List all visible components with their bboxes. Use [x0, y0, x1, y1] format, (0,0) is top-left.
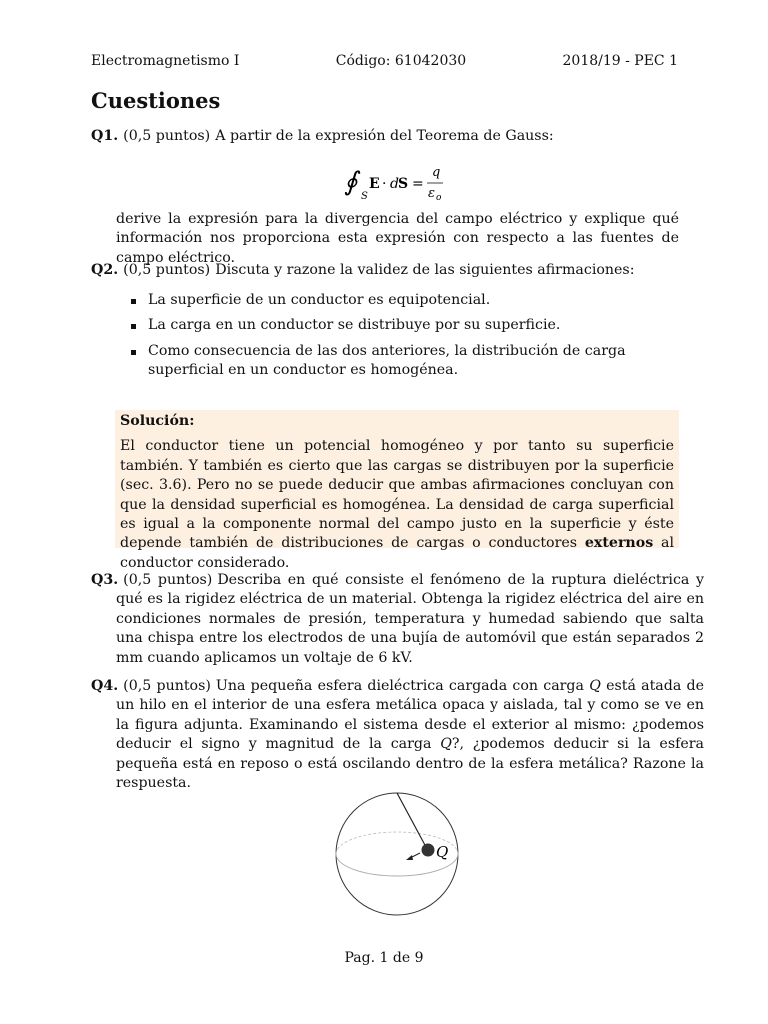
question-text-end: ?, ¿podemos deducir si la esfera pequeña está en reposo o está oscilando dentro de la esfera metálica? Razone la respuesta.: [116, 736, 704, 792]
solution-bold-word: externos: [584, 535, 654, 552]
list-item: [130, 342, 679, 381]
course-name: Electromagnetismo I: [91, 53, 240, 69]
bullet-icon: [131, 350, 136, 355]
question-1-body: [91, 210, 679, 268]
list-item-text: La carga en un conductor se distribuye por su superficie.: [148, 317, 561, 334]
question-text: Una pequeña esfera dieléctrica cargada con carga: [215, 678, 584, 694]
question-points: (0,5 puntos): [123, 128, 211, 144]
list-item-text: Como consecuencia de las dos anteriores, la distribución de carga superficial en un conductor es homogénea.: [148, 342, 626, 379]
question-text: derive la expresión para la divergencia del campo eléctrico y explique qué información nos proporciona esta expresión con respecto a las fuentes de campo eléctrico.: [116, 211, 679, 266]
question-text: Discuta y razone la validez de las siguientes afirmaciones:: [215, 262, 635, 278]
surface-s: S: [398, 176, 409, 192]
bullet-icon: [131, 324, 136, 329]
question-points: (0,5 puntos): [123, 262, 211, 278]
question-3: [91, 571, 704, 668]
gauss-equation: [340, 160, 450, 206]
question-number: Q4.: [91, 678, 119, 694]
section-title: Cuestiones: [91, 88, 221, 113]
sphere-figure: [330, 790, 465, 920]
question-number: Q1.: [91, 128, 119, 144]
charge-symbol: Q: [589, 678, 601, 694]
question-1-intro: [91, 127, 679, 146]
question-number: Q2.: [91, 262, 119, 278]
solution-text: El conductor tiene un potencial homogéneo y por tanto su superficie también. Y también es cierto que las cargas se distribuyen por la superficie (sec. 3.6). Pero no se puede deducir que ambas afirmaciones concluyan con que la densidad superficial es homogénea. La densidad de carga superficial es igual a la componente normal del campo justo en la superficie y éste depende también de distribuciones de cargas o conductores: [120, 438, 674, 552]
fraction-denominator-sub: o: [436, 193, 442, 203]
charged-ball: [422, 844, 435, 857]
bullet-icon: [131, 299, 136, 304]
fraction-denominator: ε: [428, 186, 435, 201]
list-item-text: La superficie de un conductor es equipotencial.: [148, 292, 491, 308]
integral-subscript: S: [361, 191, 368, 202]
question-text-cont: está atada de un hilo en el interior de una esfera metálica opaca y aislada, tal y como se ve en la figura adjunta. Examinando el sistema desde el exterior al mismo: ¿podemos deducir el signo y magnitud de la carga: [116, 678, 705, 753]
question-points: (0,5 puntos): [123, 572, 213, 588]
list-item: [130, 316, 679, 335]
dot-operator: ·: [382, 176, 387, 192]
page-number: Pag. 1 de 9: [344, 950, 424, 966]
question-points: (0,5 puntos): [123, 678, 211, 694]
closed-integral-symbol: ∮: [344, 167, 358, 197]
field-e: E: [369, 176, 380, 192]
arrow-head-icon: [406, 855, 413, 860]
term-label: 2018/19 - PEC 1: [562, 53, 678, 69]
equals-sign: =: [412, 176, 424, 192]
fraction-numerator: q: [432, 165, 441, 180]
list-item: [130, 291, 679, 310]
question-number: Q3.: [91, 572, 119, 588]
question-4: [91, 677, 704, 793]
solution-text-end: al conductor considerado.: [120, 535, 675, 571]
question-text: Describa en qué consiste el fenómeno de la ruptura dieléctrica y qué es la rigidez eléctrica de un material. Obtenga la rigidez eléctrica del aire en condiciones normales de presión, temperatura y humedad sabiendo que salta una chispa entre los electrodos de una bujía de automóvil que están separados 2 mm cuando aplicamos un voltaje de 6 kV.: [116, 572, 704, 666]
course-code: Código: 61042030: [335, 53, 467, 69]
question-text: A partir de la expresión del Teorema de Gauss:: [215, 128, 554, 144]
statements-list: [130, 291, 679, 387]
page-header: [91, 53, 678, 69]
thread: [397, 793, 426, 847]
charge-label: Q: [436, 843, 449, 861]
charge-symbol: Q: [440, 736, 452, 753]
solution-box: [115, 410, 679, 571]
differential-d: d: [390, 176, 399, 192]
solution-title: Solución:: [120, 413, 195, 429]
question-2-intro: [91, 261, 679, 280]
